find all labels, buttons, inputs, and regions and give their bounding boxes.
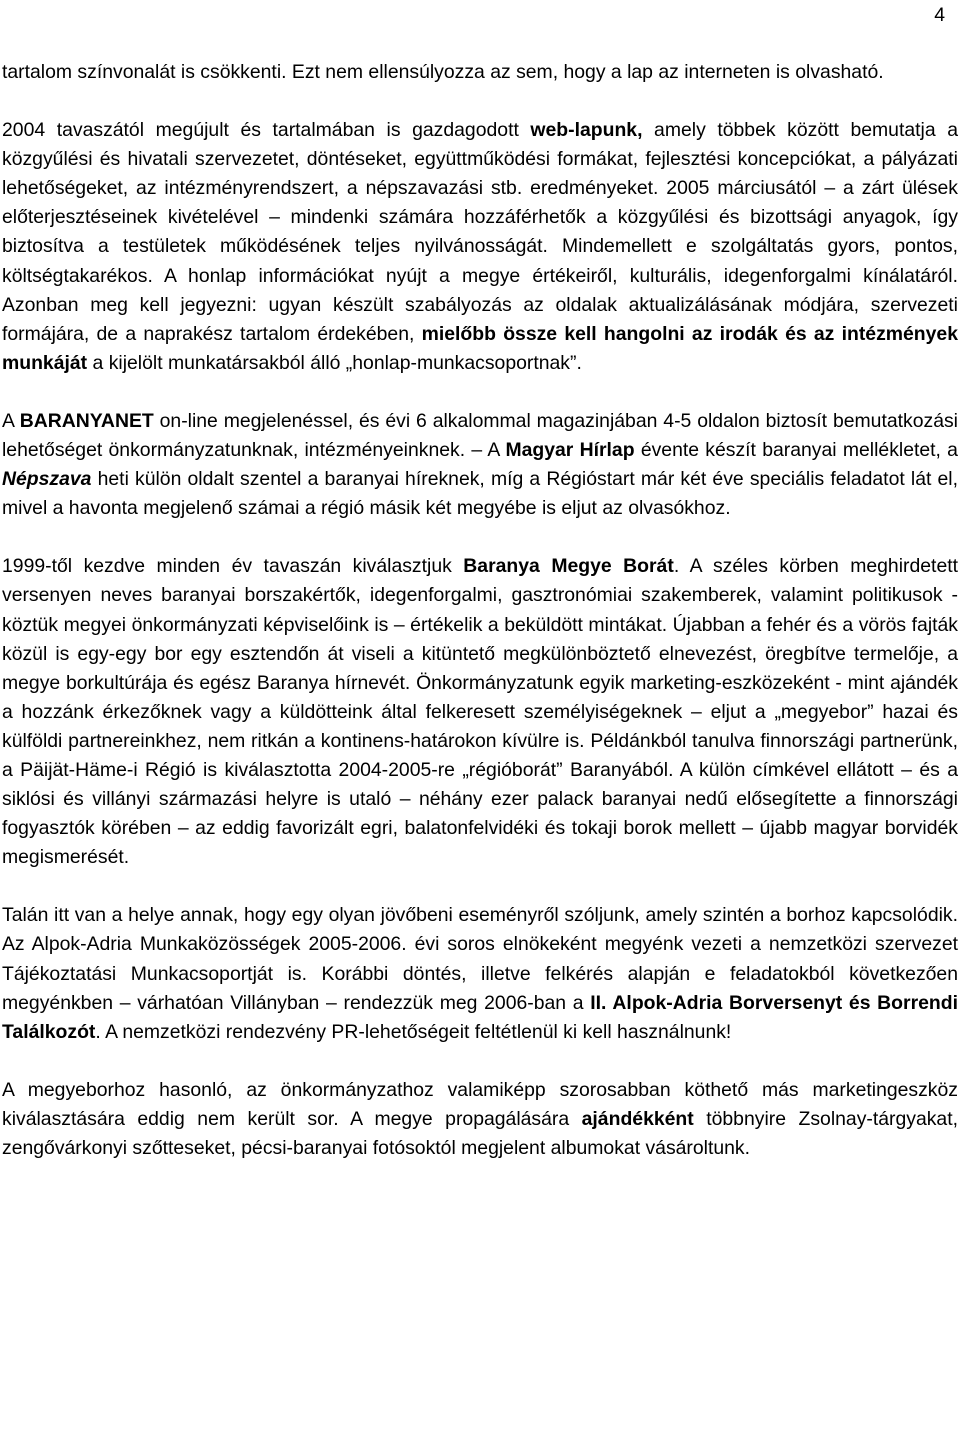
paragraph-1 bbox=[2, 58, 958, 87]
paragraph-3 bbox=[2, 407, 958, 523]
paragraph-5 bbox=[2, 901, 958, 1046]
bold-text-ajandekkent: ajándékként bbox=[581, 1107, 694, 1130]
text-run: A megyeborhoz hasonló, az önkormányzathoz valamiképp szorosabban köthető más marketingeszköz kiválasztására eddig nem került sor. A megye propagálására bbox=[2, 1078, 958, 1130]
bold-text-baranyanet: BARANYANET bbox=[19, 409, 154, 432]
text-run: Talán itt van a helye annak, hogy egy olyan jövőbeni eseményről szóljunk, amely szintén a borhoz kapcsolódik. Az Alpok-Adria Munkaközösségek 2005-2006. évi soros elnökeként megyénk vezeti a nemzetközi szervezet Tájékoztatási Munkacsoportját is. Korábbi döntés, illetve felkérés alapján e feladatokból következően megyénkben – várhatóan Villányban – rendezzük meg 2006-ban a bbox=[2, 904, 958, 1014]
text-run: a kijelölt munkatársakból álló „honlap-munkacsoportnak”. bbox=[87, 351, 582, 374]
text-run: heti külön oldalt szentel a baranyai híreknek, míg a Régióstart már két éve speciális feladatot lát el, mivel a havonta megjelenő számai a régió másik két megyébe is eljut az olvasókhoz. bbox=[2, 468, 958, 520]
bold-text-coordination: mielőbb össze kell hangolni az irodák és az intézmények munkáját bbox=[2, 322, 958, 374]
text-run: . A széles körben meghirdetett versenyen neves baranyai borszakértők, idegenforgalmi, gasztronómiai szakemberek, valamint politikusok - köztük megyei önkormányzati képviselőink is – értékelik a beküldött mintákat. Újabban a fehér és a vörös fajták közül is egy-egy bor egy esztendőn át viseli a kitüntető megkülönböztető elnevezést, öregbítve termelője, a megye borkultúrája és egész Baranya hírnevét. Önkormányzatunk egyik marketing-eszközeként - mint ajándék a hozzánk érkezőknek vagy a küldötteink által felkeresett személyiségeknek – eljut a „megyebor” hazai és külföldi partnereinkhez, nem ritkán a kontinens-határokon kívülre is. Példánkból tanulva finnországi partnerünk, a Päijät-Häme-i Régió is kiválasztotta 2004-2005-re „régióborát” Baranyából. A külön címkével ellátott – és a siklósi és villányi származási helyre is utaló – néhány ezer palack baranyai nedű elősegítette a finnországi fogyasztók körében – az eddig favorizált egri, balatonfelvidéki és tokaji borok mellett – újabb magyar borvidék megismerését. bbox=[2, 555, 958, 869]
paragraph-6 bbox=[2, 1076, 958, 1163]
text-run: A bbox=[2, 409, 20, 432]
bold-text-alpok-adria-borverseny: II. Alpok-Adria Borversenyt és Borrendi Találkozót bbox=[2, 991, 958, 1043]
text-run: 1999-től kezdve minden év tavaszán kiválasztjuk bbox=[2, 555, 464, 578]
text-run: 2004 tavaszától megújult és tartalmában is gazdagodott bbox=[2, 119, 531, 142]
text-run: . A nemzetközi rendezvény PR-lehetőségeit feltétlenül ki kell használnunk! bbox=[95, 1020, 732, 1043]
text-run: többnyire Zsolnay-tárgyakat, zengővárkonyi szőtteseket, pécsi-baranyai fotósoktól megjelent albumokat vásároltunk. bbox=[2, 1107, 958, 1159]
bold-text-magyar-hirlap: Magyar Hírlap bbox=[505, 439, 635, 462]
text-run: tartalom színvonalát is csökkenti. Ezt nem ellensúlyozza az sem, hogy a lap az interneten is olvasható. bbox=[2, 61, 884, 83]
page-number: 4 bbox=[934, 4, 945, 26]
bold-italic-text-nepszava: Népszava bbox=[2, 468, 92, 491]
text-run: évente készít baranyai mellékletet, a bbox=[634, 439, 958, 462]
document-body bbox=[2, 58, 958, 1163]
paragraph-4 bbox=[2, 552, 958, 872]
text-run: on-line megjelenéssel, és évi 6 alkalommal magazinjában 4-5 oldalon biztosít bemutatkozási lehetőséget önkormányzatunknak, intézményeinknek. – A bbox=[2, 409, 958, 462]
bold-text-baranya-megye-bora: Baranya Megye Borát bbox=[463, 555, 674, 578]
paragraph-2 bbox=[2, 116, 958, 378]
bold-text-web-lapunk: web-lapunk, bbox=[530, 119, 643, 142]
text-run: amely többek között bemutatja a közgyűlési és hivatali szervezetet, döntéseket, együttműködési formákat, fejlesztési koncepciókat, a pályázati lehetőségeket, az intézményrendszert, a népszavazási stb. eredményeket. 2005 márciusától – a zárt ülések előterjesztéseinek kivételével – mindenki számára hozzáférhetők a közgyűlési és bizottsági anyagok, így biztosítva a testületek működésének teljes nyilvánosságát. Mindemellett e szolgáltatás gyors, pontos, költségtakarékos. A honlap információkat nyújt a megye értékeiről, kulturális, idegenforgalmi kínálatáról. Azonban meg kell jegyezni: ugyan készült szabályozás az oldalak aktualizálásának módjára, szervezeti formájára, de a naprakész tartalom érdekében, bbox=[2, 119, 958, 345]
